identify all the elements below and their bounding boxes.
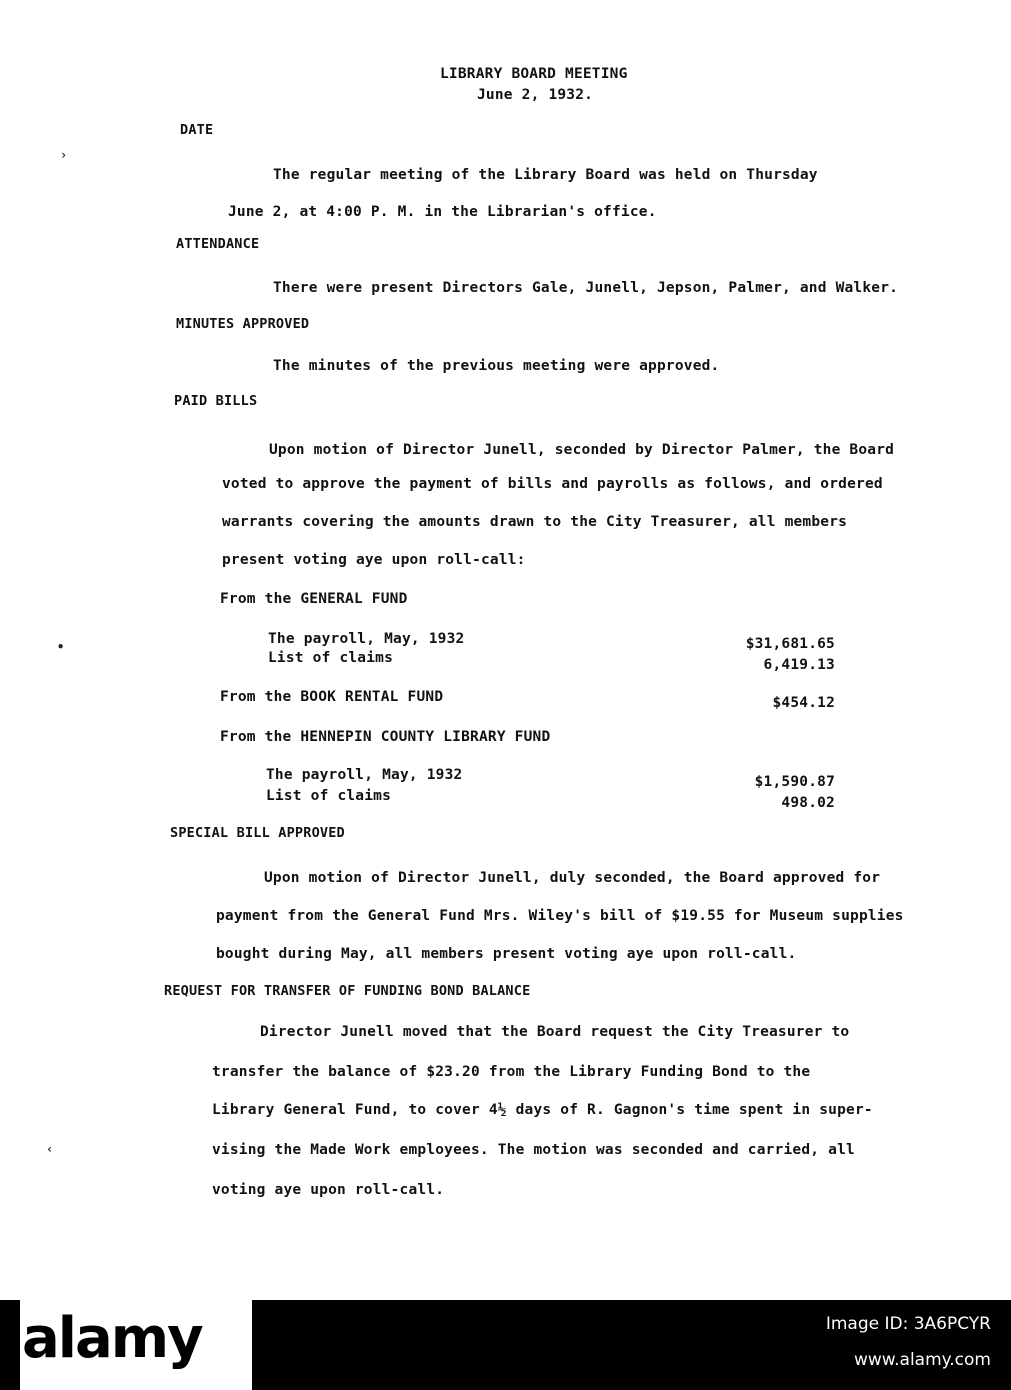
bill-item-desc: The payroll, May, 1932	[268, 631, 465, 647]
bill-item-amount: 6,419.13	[763, 657, 835, 673]
section-heading-minutes: MINUTES APPROVED	[176, 316, 310, 332]
paragraph-line: transfer the balance of $23.20 from the Library Funding Bond to the	[212, 1064, 811, 1080]
paragraph-line: present voting aye upon roll-call:	[222, 552, 526, 568]
bill-item-desc: List of claims	[268, 650, 394, 666]
fund-label-general: From the GENERAL FUND	[220, 591, 408, 607]
paragraph-line: Upon motion of Director Junell, seconded by Director Palmer, the Board	[269, 442, 895, 458]
bill-item-amount: $1,590.87	[754, 774, 835, 790]
bill-item-amount: 498.02	[781, 795, 835, 811]
paragraph-line: bought during May, all members present voting aye upon roll-call.	[216, 946, 797, 962]
bill-item-amount: $454.12	[772, 695, 835, 711]
document-title: LIBRARY BOARD MEETING	[440, 66, 628, 82]
document-date: June 2, 1932.	[477, 87, 594, 103]
bill-item-desc: List of claims	[266, 788, 392, 804]
margin-mark: ‹	[46, 1142, 54, 1156]
paragraph-line: payment from the General Fund Mrs. Wiley's bill of $19.55 for Museum supplies	[216, 908, 904, 924]
bill-item-amount: $31,681.65	[745, 636, 835, 652]
image-id-text: Image ID: 3A6PCYR	[825, 1314, 991, 1334]
paragraph-line: The minutes of the previous meeting were approved.	[273, 358, 720, 374]
paragraph-line: June 2, at 4:00 P. M. in the Librarian's office.	[228, 204, 657, 220]
margin-mark: •	[57, 640, 65, 654]
margin-mark: ›	[60, 148, 68, 162]
paragraph-line: vising the Made Work employees. The motion was seconded and carried, all	[212, 1142, 855, 1158]
section-heading-transfer: REQUEST FOR TRANSFER OF FUNDING BOND BALANCE	[164, 983, 531, 999]
paragraph-line: Library General Fund, to cover 4½ days of R. Gagnon's time spent in super-	[212, 1102, 873, 1118]
fund-label-book-rental: From the BOOK RENTAL FUND	[220, 689, 444, 705]
paragraph-line: There were present Directors Gale, Junell, Jepson, Palmer, and Walker.	[273, 280, 899, 296]
paragraph-line: voting aye upon roll-call.	[212, 1182, 445, 1198]
paragraph-line: Upon motion of Director Junell, duly seconded, the Board approved for	[264, 870, 881, 886]
paragraph-line: voted to approve the payment of bills and payrolls as follows, and ordered	[222, 476, 883, 492]
bill-item-desc: The payroll, May, 1932	[266, 767, 463, 783]
alamy-logo: alamy	[22, 1306, 202, 1371]
section-heading-special-bill: SPECIAL BILL APPROVED	[170, 825, 345, 841]
section-heading-attendance: ATTENDANCE	[176, 236, 260, 252]
paragraph-line: The regular meeting of the Library Board was held on Thursday	[273, 167, 818, 183]
paragraph-line: warrants covering the amounts drawn to the City Treasurer, all members	[222, 514, 848, 530]
paragraph-line: Director Junell moved that the Board request the City Treasurer to	[260, 1024, 850, 1040]
section-heading-paid-bills: PAID BILLS	[174, 393, 258, 409]
site-url-text: www.alamy.com	[853, 1350, 991, 1370]
fund-label-hennepin: From the HENNEPIN COUNTY LIBRARY FUND	[220, 729, 551, 745]
section-heading-date: DATE	[180, 122, 214, 138]
